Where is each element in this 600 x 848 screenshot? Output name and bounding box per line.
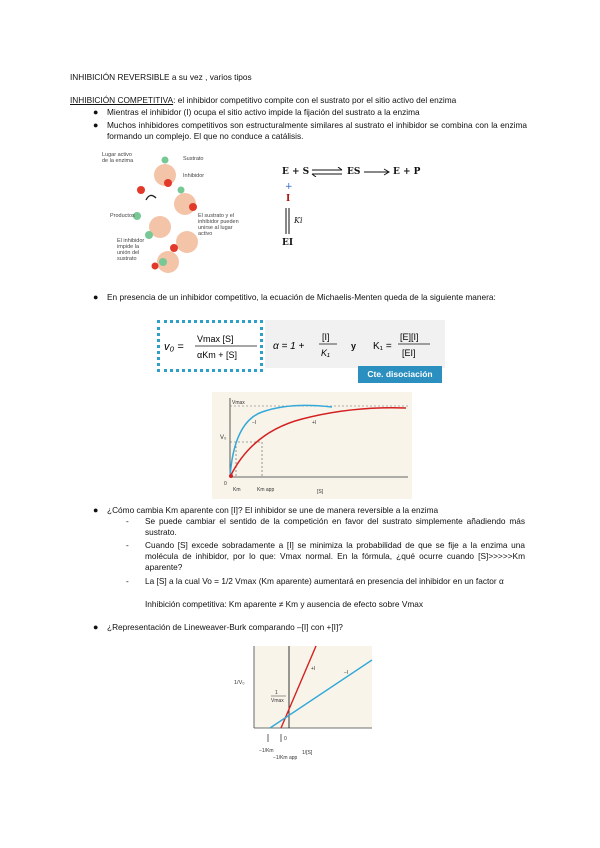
sub-dash: -: [126, 516, 129, 526]
reaction-ei: EI: [282, 238, 294, 248]
lb-graph: [226, 642, 376, 762]
reaction-es: ES: [347, 167, 361, 177]
bullet-1: Mientras el inhibidor (I) ocupa el sitio activo impide la fijación del sustrato a la enzima: [107, 107, 420, 117]
sub-dash: -: [126, 540, 129, 550]
label-active-site: Lugar activo de la enzima: [102, 152, 134, 164]
svg-text:K₁: K₁: [321, 348, 330, 358]
label-inhibitor: Inhibidor: [183, 173, 205, 179]
label-plus-i: +I: [312, 420, 317, 426]
mm-graph-svg: [212, 392, 412, 499]
inhibitor-shape: [137, 186, 145, 194]
reaction-plus: +: [285, 182, 293, 192]
lb-zero-label: 0: [284, 736, 287, 742]
mm-graph: [212, 392, 412, 499]
badge-dissociation: Cte. disociación: [358, 366, 442, 383]
reaction-inhibitor: I: [286, 194, 291, 204]
reaction-ki: Ki: [294, 216, 303, 225]
bullet-dot: ●: [93, 622, 99, 632]
svg-text:[EI]: [EI]: [402, 348, 416, 358]
label-both-bind: El sustrato y el inhibidor pueden unirse al lugar activo: [198, 213, 239, 237]
lb-x-label-km-app: −1/Km app: [273, 755, 298, 761]
equation-box-v0: [157, 320, 263, 372]
lb-x-label-inv-s: 1/[S]: [302, 750, 313, 756]
equation-v0: [160, 323, 260, 369]
bullet-dot: ●: [93, 120, 99, 130]
lb-intercept-num: 1: [275, 690, 278, 696]
lb-plot-area: [254, 646, 372, 728]
label-inhibitor-blocks: El inhibidor impide la unión del sustrato: [117, 238, 145, 262]
inhibitor-shape: [164, 179, 172, 187]
svg-text:α = 1 +: α = 1 +: [273, 341, 305, 352]
label-minus-i: −I: [252, 420, 257, 426]
bullet-dot: ●: [93, 505, 99, 515]
section-intro: [70, 95, 456, 106]
svg-text:Vmax [S]: Vmax [S]: [197, 334, 234, 344]
lb-label-minus-i: −I: [344, 670, 349, 676]
reaction-arrow-icon: [362, 168, 392, 176]
label-substrate: Sustrato: [183, 156, 204, 162]
vertical-equilibrium-icon: [283, 206, 291, 236]
label-products: Productos: [110, 213, 135, 219]
inhibitor-shape: [189, 203, 197, 211]
svg-text:αKm + [S]: αKm + [S]: [197, 350, 237, 360]
substrate-shape: [159, 258, 167, 266]
origin-dot: [229, 474, 233, 478]
q2-text: ¿Representación de Lineweaver-Burk comparando –[I] con +[I]?: [107, 622, 343, 632]
reaction-es-eq: E + S: [282, 167, 310, 177]
svg-text:K₁ =: K₁ =: [373, 341, 392, 352]
svg-text:[I]: [I]: [322, 332, 330, 342]
section-intro-text: : el inhibidor competitivo compite con el sustrato por el sitio activo del enzima: [173, 95, 457, 105]
svg-text:v₀ =: v₀ =: [164, 341, 184, 353]
bullet-dot: ●: [93, 107, 99, 117]
lb-intercept-den: Vmax: [271, 698, 284, 704]
q1-sub-1: Se puede cambiar el sentido de la competición en favor del sustrato simplemente añadiendo más sustrato.: [145, 516, 525, 538]
equilibrium-arrow-icon: [310, 167, 344, 177]
label-s-axis: [S]: [317, 489, 324, 495]
substrate-shape: [178, 187, 185, 194]
arrow-icon: [146, 195, 156, 200]
label-yaxis: V₀: [220, 435, 227, 441]
bullet-2: Muchos inhibidores competitivos son estructuralmente similares al sustrato el inhibidor se combina con la enzima formando un complejo. El que no conduce a catálisis.: [107, 120, 527, 142]
section-heading: INHIBICIÓN COMPETITIVA: [70, 95, 174, 105]
mm-text: En presencia de un inhibidor competitivo, la ecuación de Michaelis-Menten queda de la siguiente manera:: [107, 292, 496, 302]
svg-text:[E][I]: [E][I]: [400, 332, 419, 342]
label-vmax: Vmax: [232, 400, 245, 406]
inhibitor-shape: [170, 244, 178, 252]
lb-x-label-km: −1/Km: [259, 748, 274, 754]
enzyme-shape: [176, 231, 198, 253]
label-km: Km: [233, 487, 241, 493]
page-title: INHIBICIÓN REVERSIBLE a su vez , varios tipos: [70, 72, 252, 82]
equation-y: y: [351, 341, 357, 351]
sub-dash: -: [126, 576, 129, 586]
q1-sub-3: La [S] a la cual Vo = 1/2 Vmax (Km aparente) aumentará en presencia del inhibidor en un factor α: [145, 576, 504, 586]
lb-graph-svg: [226, 642, 376, 762]
q1-sub-2: Cuando [S] excede sobradamente a [I] se minimiza la probabilidad de que se fije a la enzima una molécula de inhibidor, por lo que: Vmax normal. En la fórmula, ¿qué ocurre cuando [S]>>>>>Km aparente?: [145, 540, 525, 573]
label-km-app: Km app: [257, 487, 275, 493]
q1-summary: Inhibición competitiva: Km aparente ≠ Km y ausencia de efecto sobre Vmax: [145, 599, 424, 609]
label-zero: 0: [224, 481, 227, 487]
reaction-product: E + P: [393, 167, 421, 177]
bullet-dot: ●: [93, 292, 99, 302]
q1-text: ¿Cómo cambia Km aparente con [I]? El inhibidor se une de manera reversible a la enzima: [107, 505, 439, 515]
curve-with-inhibitor: [230, 408, 406, 477]
inhibitor-shape: [152, 263, 159, 270]
lb-yaxis-label: 1/V₀: [234, 680, 245, 686]
substrate-shape: [162, 157, 169, 164]
lb-label-plus-i: +I: [311, 666, 316, 672]
